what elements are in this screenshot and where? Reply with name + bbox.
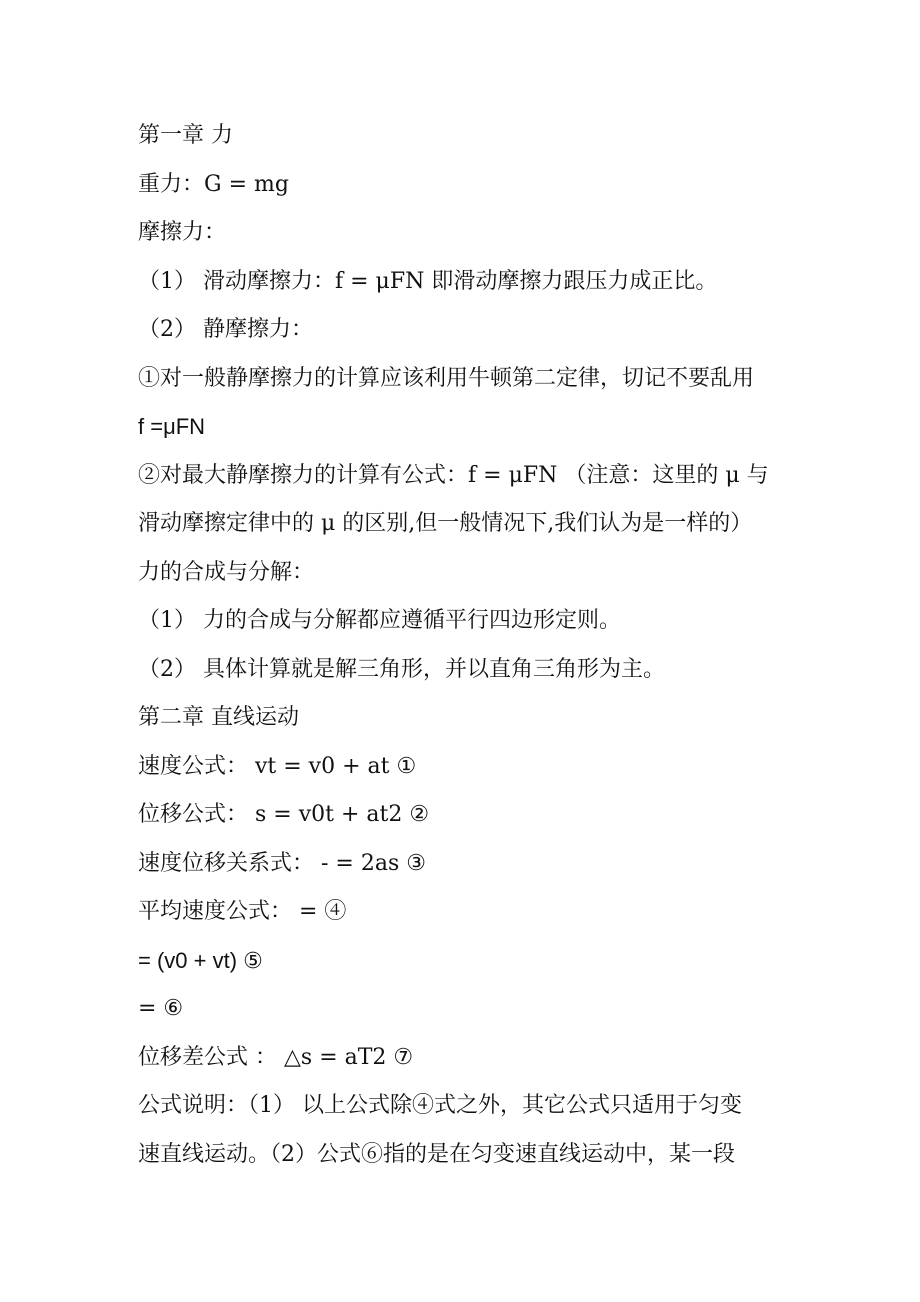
static-friction-note-2: ②对最大静摩擦力的计算有公式：f = μFN （注意：这里的 μ 与: [138, 462, 769, 488]
average-velocity-formula: 平均速度公式： = ④: [138, 899, 347, 924]
force-composition-item-2: （2） 具体计算就是解三角形，并以直角三角形为主。: [138, 656, 665, 682]
static-friction-note-2-cont: 滑动摩擦定律中的 μ 的区别,但一般情况下,我们认为是一样的）: [138, 511, 753, 536]
velocity-displacement-formula: 速度位移关系式： - = 2as ③: [138, 850, 426, 876]
static-friction-heading: （2） 静摩擦力：: [138, 317, 313, 342]
average-velocity-formula-alt: = (v0 + vt) ⑤: [138, 947, 263, 973]
force-composition-heading: 力的合成与分解：: [138, 559, 315, 585]
formula-notes-line-2: 速直线运动。（2）公式⑥指的是在匀变速直线运动中，某一段: [138, 1141, 735, 1167]
formula-notes-line-1: 公式说明：（1） 以上公式除④式之外，其它公式只适用于匀变: [138, 1093, 742, 1118]
midpoint-velocity-formula: = ⑥: [138, 996, 184, 1021]
static-friction-note-1: ①对一般静摩擦力的计算应该利用牛顿第二定律，切记不要乱用: [138, 365, 755, 391]
gravity-formula: 重力：G = mg: [138, 171, 289, 197]
friction-heading: 摩擦力：: [138, 220, 227, 245]
force-composition-item-1: （1） 力的合成与分解都应遵循平行四边形定则。: [138, 608, 621, 633]
velocity-formula: 速度公式： vt = v0 + at ①: [138, 753, 417, 779]
sliding-friction-line: （1） 滑动摩擦力：f = μFN 即滑动摩擦力跟压力成正比。: [138, 268, 718, 294]
static-friction-note-1-cont: f =μFN: [138, 414, 206, 439]
document-body: [138, 112, 798, 1179]
chapter-1-title: 第一章 力: [138, 123, 233, 148]
displacement-difference-formula: 位移差公式 ： △s = aT2 ⑦: [138, 1044, 414, 1070]
chapter-2-title: 第二章 直线运动: [138, 705, 299, 730]
displacement-formula: 位移公式： s = v0t + at2 ②: [138, 802, 430, 827]
